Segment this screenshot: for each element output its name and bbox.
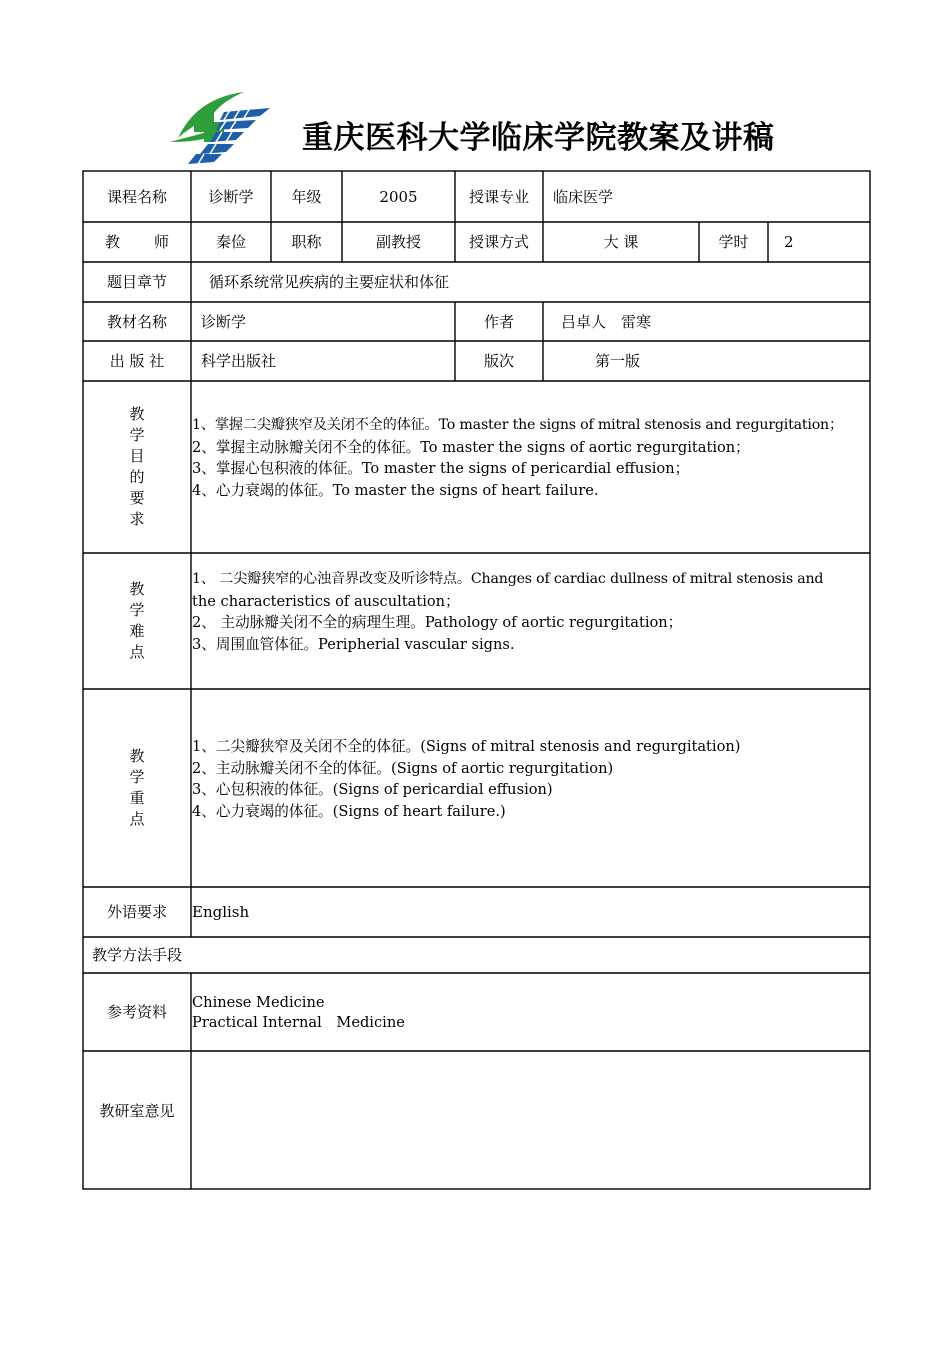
title-value: 副教授	[375, 233, 421, 251]
page-title: 重庆医科大学临床学院教案及讲稿	[302, 120, 775, 156]
difficulties-line: the characteristics of auscultation；	[192, 592, 460, 610]
grade-label: 年级	[291, 187, 322, 206]
difficulties-content	[192, 569, 868, 655]
chapter-value: 循环系统常见疾病的主要症状和体征	[209, 273, 450, 291]
chapter-label: 题目章节	[106, 273, 167, 291]
references-label: 参考资料	[106, 1003, 167, 1021]
objectives-label: 教 学 目 的 要 求	[129, 405, 145, 528]
keypoints-label: 教 学 重 点	[129, 747, 145, 828]
teacher-label-a: 教	[104, 233, 120, 251]
author-value: 吕卓人 雷寒	[561, 312, 652, 331]
mode-label: 授课方式	[468, 233, 529, 251]
major-value: 临床医学	[553, 187, 614, 206]
objectives-line: 2、掌握主动脉瓣关闭不全的体征。To master the signs of aortic regurgitation；	[192, 438, 750, 456]
hours-value: 2	[784, 233, 794, 251]
keypoints-line: 4、心力衰竭的体征。(Signs of heart failure.)	[192, 802, 506, 820]
difficulties-line: 2、 主动脉瓣关闭不全的病理生理。Pathology of aortic regurgitation；	[192, 614, 683, 631]
course-name-label: 课程名称	[106, 187, 167, 206]
objectives-line: 3、掌握心包积液的体征。To master the signs of pericardial effusion；	[192, 460, 690, 477]
difficulties-line: 3、周围血管体征。Peripherial vascular signs.	[192, 635, 515, 653]
difficulties-label: 教 学 难 点	[129, 580, 145, 661]
keypoints-line: 3、心包积液的体征。(Signs of pericardial effusion)	[192, 781, 553, 798]
major-label: 授课专业	[468, 187, 529, 206]
edition-value: 第一版	[595, 352, 641, 370]
methods-value	[192, 937, 852, 973]
teacher-label-b: 师	[154, 233, 170, 251]
reference-line: Chinese Medicine	[192, 994, 325, 1011]
difficulties-line: 1、 二尖瓣狭窄的心浊音界改变及听诊特点。Changes of cardiac dullness of mitral stenosis and	[192, 571, 824, 587]
publisher-label: 出 版 社	[109, 352, 165, 370]
grade-value: 2005	[379, 187, 418, 206]
keypoints-content	[192, 736, 868, 822]
language-value: English	[192, 903, 250, 921]
language-label: 外语要求	[106, 903, 167, 921]
department-value	[192, 1051, 852, 1189]
objectives-line: 1、掌握二尖瓣狭窄及关闭不全的体征。To master the signs of mitral stenosis and regurgitation；	[192, 417, 843, 433]
edition-label: 版次	[483, 352, 514, 370]
course-name-value: 诊断学	[208, 187, 254, 206]
references-content	[192, 993, 852, 1033]
keypoints-line: 1、二尖瓣狭窄及关闭不全的体征。(Signs of mitral stenosis and regurgitation)	[192, 738, 741, 755]
title-label: 职称	[291, 233, 322, 251]
textbook-label: 教材名称	[106, 312, 167, 331]
textbook-value: 诊断学	[201, 312, 247, 331]
hours-label: 学时	[718, 233, 749, 251]
mode-value: 大 课	[603, 233, 639, 251]
teacher-value: 秦俭	[215, 233, 246, 251]
keypoints-line: 2、主动脉瓣关闭不全的体征。(Signs of aortic regurgitation)	[192, 759, 614, 777]
objectives-line: 4、心力衰竭的体征。To master the signs of heart failure.	[192, 481, 599, 499]
methods-label: 教学方法手段	[91, 946, 182, 964]
objectives-content	[192, 415, 868, 501]
reference-line: Practical Internal Medicine	[192, 1014, 405, 1031]
teacher-label	[83, 222, 191, 262]
department-label: 教研室意见	[99, 1102, 175, 1120]
author-label: 作者	[483, 312, 514, 331]
publisher-value: 科学出版社	[201, 352, 277, 370]
